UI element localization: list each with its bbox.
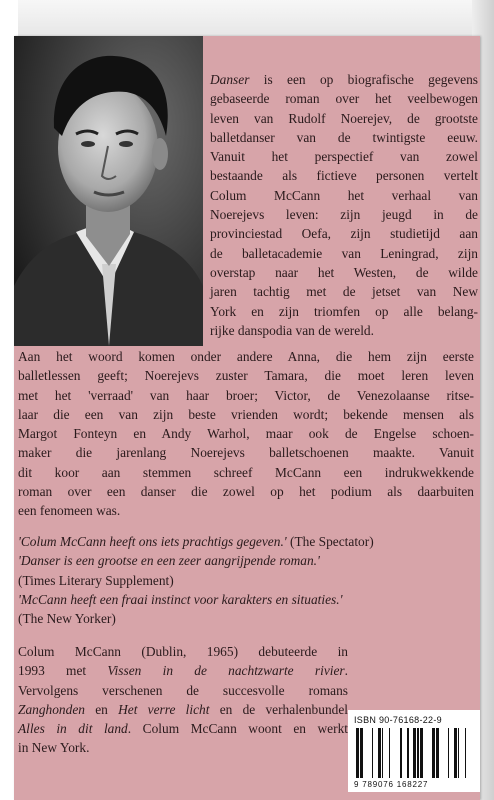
author-portrait <box>14 36 203 346</box>
blurb-line <box>210 166 478 185</box>
back-cover <box>14 36 480 800</box>
bio-text: Vervolgens verschenen de succesvolle romans <box>18 682 348 698</box>
blurb-line <box>210 302 478 321</box>
blurb-line <box>210 263 478 282</box>
blurb-line <box>210 186 478 205</box>
book-title-text: Vissen in de nachtzwarte rivier <box>107 663 345 679</box>
bio-line <box>18 642 348 661</box>
quote-line <box>18 609 474 628</box>
blurb-line-text: York en zijn triomfen op alle belang- <box>210 303 478 319</box>
barcode-bar <box>413 728 416 778</box>
blurb-paragraph-1 <box>210 70 478 340</box>
book-top-edge <box>18 0 494 38</box>
bio-text: en de verhalenbundel <box>209 701 348 717</box>
blurb-line <box>210 282 478 301</box>
barcode-bar <box>432 728 435 778</box>
blurb-line <box>210 147 478 166</box>
bio-text: en <box>84 701 119 717</box>
quote-source: (The New Yorker) <box>18 611 116 627</box>
blurb-line-text: bestaande als fictieve personen vertelt <box>210 168 478 184</box>
blurb-line: dit koor aan stemmen schreef McCann een indrukwekkende <box>18 464 474 480</box>
barcode-bar <box>436 728 439 778</box>
blurb-line-text: Noerejevs leven: zijn jeugd in de <box>210 207 478 223</box>
bio-text: . Colum McCann woont en werkt <box>127 721 348 737</box>
book-title-text: Alles in dit land <box>18 721 128 737</box>
blurb-line-text: overstap naar het Westen, de wilde <box>210 264 478 280</box>
barcode-bar <box>378 728 381 778</box>
blurb-line: een fenomeen was. <box>18 503 121 519</box>
blurb-line <box>210 321 478 340</box>
bio-line <box>18 681 348 700</box>
barcode-bar <box>458 728 459 778</box>
quote-text: 'Danser is een grootse en een zeer aangrijpende roman.' <box>18 553 320 569</box>
barcode-bar <box>407 728 409 778</box>
blurb-line <box>210 70 478 89</box>
blurb-paragraph-2 <box>18 347 474 521</box>
blurb-line-text: balletdanser van de twintigste eeuw. <box>210 129 478 145</box>
barcode-bar <box>356 728 359 778</box>
isbn-number: ISBN 90-76168-22-9 <box>354 715 442 725</box>
bio-text: 1993 met <box>18 663 108 679</box>
barcode-bar <box>417 728 419 778</box>
barcode-digits: 9 789076 168227 <box>354 780 429 789</box>
blurb-line-text: de balletacademie van Leningrad, zijn <box>210 245 478 261</box>
blurb-line-text: Vanuit het perspectief van zowel <box>210 149 478 165</box>
bio-line <box>18 719 348 738</box>
barcode-bar <box>400 728 402 778</box>
quote-line <box>18 532 474 551</box>
blurb-line: balletlessen geeft; Noerejevs zuster Tamara, die moet leren leven <box>18 368 474 384</box>
blurb-line: laar die een van zijn beste vrienden wordt; bekende mensen als <box>18 406 474 422</box>
quote-text: 'McCann heeft een fraai instinct voor karakters en situaties.' <box>18 591 343 607</box>
blurb-line <box>210 205 478 224</box>
book-title-text: Het verre licht <box>118 701 210 717</box>
barcode-bar <box>454 728 457 778</box>
barcode-bar <box>389 728 390 778</box>
barcode-bar <box>382 728 383 778</box>
barcode-bar <box>372 728 373 778</box>
book-title-text: Zanghonden <box>18 701 85 717</box>
barcode-bar <box>448 728 449 778</box>
blurb-line-text: is een op biografische gegevens <box>249 72 478 87</box>
blurb-line: roman over een danser die zowel op het podium als daarbuiten <box>18 484 474 500</box>
press-quotes <box>18 532 474 628</box>
quote-line <box>18 551 474 570</box>
quote-source: (Times Literary Supplement) <box>18 572 174 588</box>
quote-text: 'Colum McCann heeft ons iets prachtigs gegeven.' <box>18 534 287 549</box>
blurb-line <box>210 128 478 147</box>
author-bio <box>18 642 348 758</box>
blurb-line: maker die jarenlang Noerejevs balletschoenen maakte. Vanuit <box>18 445 474 461</box>
bio-text: in New York. <box>18 740 90 756</box>
bio-text: Colum McCann (Dublin, 1965) debuteerde in <box>18 644 348 659</box>
quote-line <box>18 571 474 590</box>
blurb-line-text: gebaseerde roman over het veelbewogen <box>210 91 478 107</box>
bio-text: . <box>344 663 348 679</box>
bio-line <box>18 738 348 757</box>
isbn-barcode-block <box>348 710 480 792</box>
blurb-line <box>210 244 478 263</box>
barcode-bar <box>420 728 423 778</box>
blurb-line <box>210 109 478 128</box>
blurb-line <box>210 89 478 108</box>
bio-line <box>18 700 348 719</box>
barcode-icon <box>354 728 474 778</box>
quote-line <box>18 590 474 609</box>
quote-source: (The Spectator) <box>286 534 374 549</box>
blurb-line-text: rijke danspodia van de wereld. <box>210 322 374 338</box>
blurb-line-text: jaren tachtig met de jetset van New <box>210 284 478 300</box>
barcode-bar <box>465 728 466 778</box>
blurb-line-text: provinciestad Oefa, zijn studietijd aan <box>210 226 478 242</box>
blurb-line: Margot Fonteyn en Andy Warhol, maar ook de Engelse schoen- <box>18 426 474 442</box>
blurb-line <box>210 224 478 243</box>
blurb-line-text: leven van Rudolf Noerejev, de grootste <box>210 110 478 126</box>
barcode-bar <box>360 728 363 778</box>
blurb-line: Aan het woord komen onder andere Anna, die hem zijn eerste <box>18 349 474 364</box>
blurb-line-text: Colum McCann het verhaal van <box>210 187 478 203</box>
book-title-text: Danser <box>210 72 250 87</box>
bio-line <box>18 661 348 680</box>
blurb-line: met het 'verraad' van haar broer; Victor, de Venezolaanse ritse- <box>18 387 474 403</box>
